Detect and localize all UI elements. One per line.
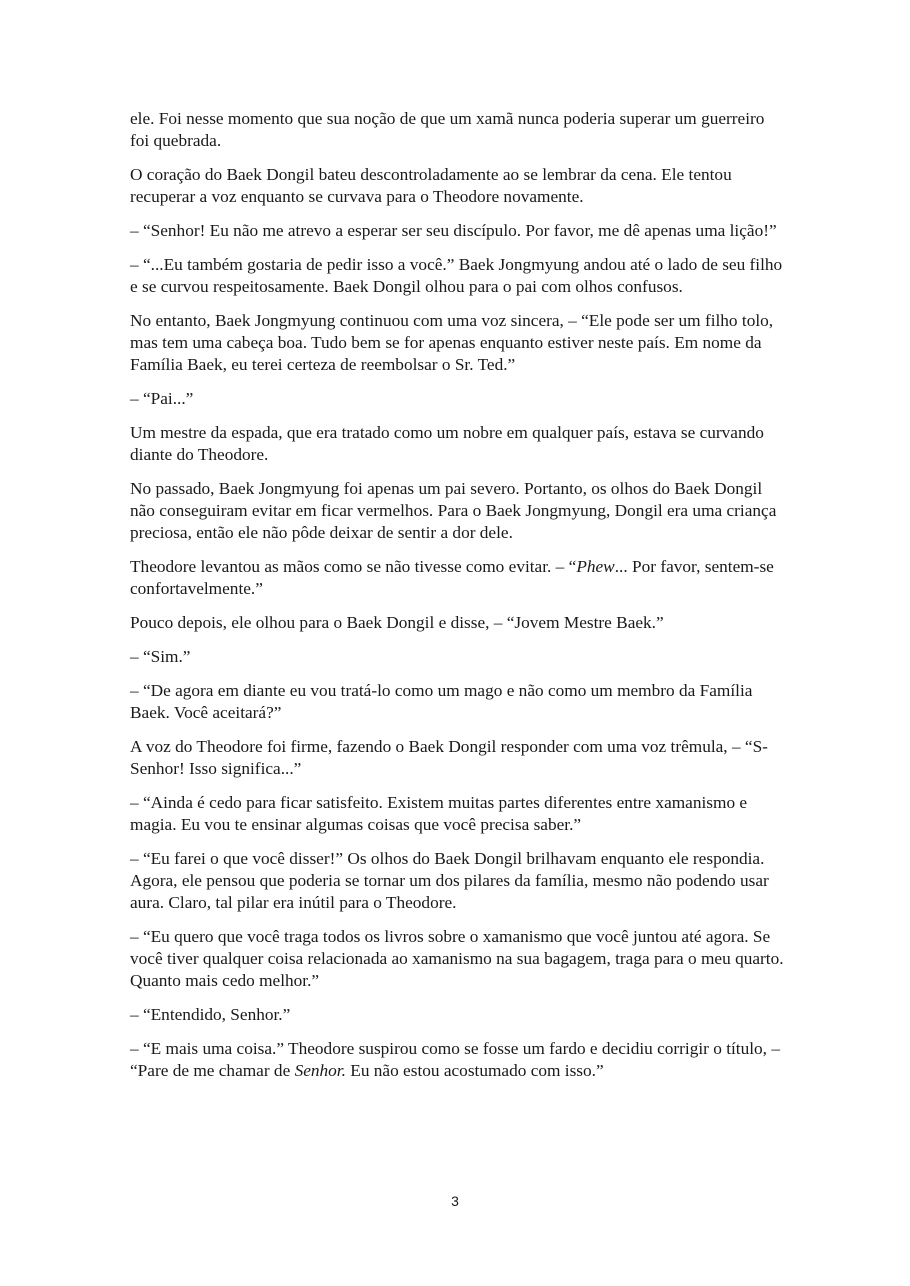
paragraph: – “Pai...” [130, 389, 194, 408]
paragraph: – “De agora em diante eu vou tratá-lo como um mago e não como um membro da Família Baek. Você aceitará?” [130, 681, 753, 722]
document-body [130, 108, 785, 1094]
page-number: 3 [451, 1193, 459, 1209]
paragraph: – “Senhor! Eu não me atrevo a esperar ser seu discípulo. Por favor, me dê apenas uma lição!” [130, 221, 777, 240]
emphasis-text: Phew [576, 557, 615, 576]
paragraph: Um mestre da espada, que era tratado como um nobre em qualquer país, estava se curvando diante do Theodore. [130, 423, 764, 464]
paragraph: No entanto, Baek Jongmyung continuou com uma voz sincera, – “Ele pode ser um filho tolo, mas tem uma cabeça boa. Tudo bem se for apenas enquanto estiver neste país. Em nome da Família Baek, eu terei certeza de reembolsar o Sr. Ted.” [130, 311, 774, 374]
paragraph [130, 556, 785, 600]
paragraph-text: – “E mais uma coisa.” Theodore suspirou como se fosse um fardo e decidiu corrigir o título, – “Pare de me chamar de [130, 1039, 780, 1080]
emphasis-text: Senhor. [294, 1061, 346, 1080]
paragraph-text: ... Por favor, sentem-se confortavelmente.” [130, 557, 774, 598]
paragraph: O coração do Baek Dongil bateu descontroladamente ao se lembrar da cena. Ele tentou recuperar a voz enquanto se curvava para o Theodore novamente. [130, 165, 732, 206]
paragraph: ele. Foi nesse momento que sua noção de que um xamã nunca poderia superar um guerreiro foi quebrada. [130, 109, 765, 150]
paragraph: No passado, Baek Jongmyung foi apenas um pai severo. Portanto, os olhos do Baek Dongil não conseguiram evitar em ficar vermelhos. Para o Baek Jongmyung, Dongil era uma criança preciosa, então ele não pôde deixar de sentir a dor dele. [130, 479, 777, 542]
paragraph: A voz do Theodore foi firme, fazendo o Baek Dongil responder com uma voz trêmula, – “S-Senhor! Isso significa...” [130, 737, 768, 778]
paragraph-text: Eu não estou acostumado com isso.” [345, 1061, 604, 1080]
paragraph: – “Eu farei o que você disser!” Os olhos do Baek Dongil brilhavam enquanto ele respondia. Agora, ele pensou que poderia se tornar um dos pilares da família, mesmo não podendo usar aura. Claro, tal pilar era inútil para o Theodore. [130, 849, 769, 912]
paragraph: – “Sim.” [130, 647, 191, 666]
paragraph: – “Ainda é cedo para ficar satisfeito. Existem muitas partes diferentes entre xamanismo e magia. Eu vou te ensinar algumas coisas que você precisa saber.” [130, 793, 748, 834]
paragraph: – “...Eu também gostaria de pedir isso a você.” Baek Jongmyung andou até o lado de seu filho e se curvou respeitosamente. Baek Dongil olhou para o pai com olhos confusos. [130, 255, 783, 296]
paragraph: Pouco depois, ele olhou para o Baek Dongil e disse, – “Jovem Mestre Baek.” [130, 613, 664, 632]
paragraph: – “Eu quero que você traga todos os livros sobre o xamanismo que você juntou até agora. Se você tiver qualquer coisa relacionada ao xamanismo na sua bagagem, traga para o meu quarto. Quanto mais cedo melhor.” [130, 927, 784, 990]
paragraph [130, 1038, 785, 1082]
paragraph-text: Theodore levantou as mãos como se não tivesse como evitar. – “ [130, 557, 577, 576]
paragraph: – “Entendido, Senhor.” [130, 1005, 291, 1024]
